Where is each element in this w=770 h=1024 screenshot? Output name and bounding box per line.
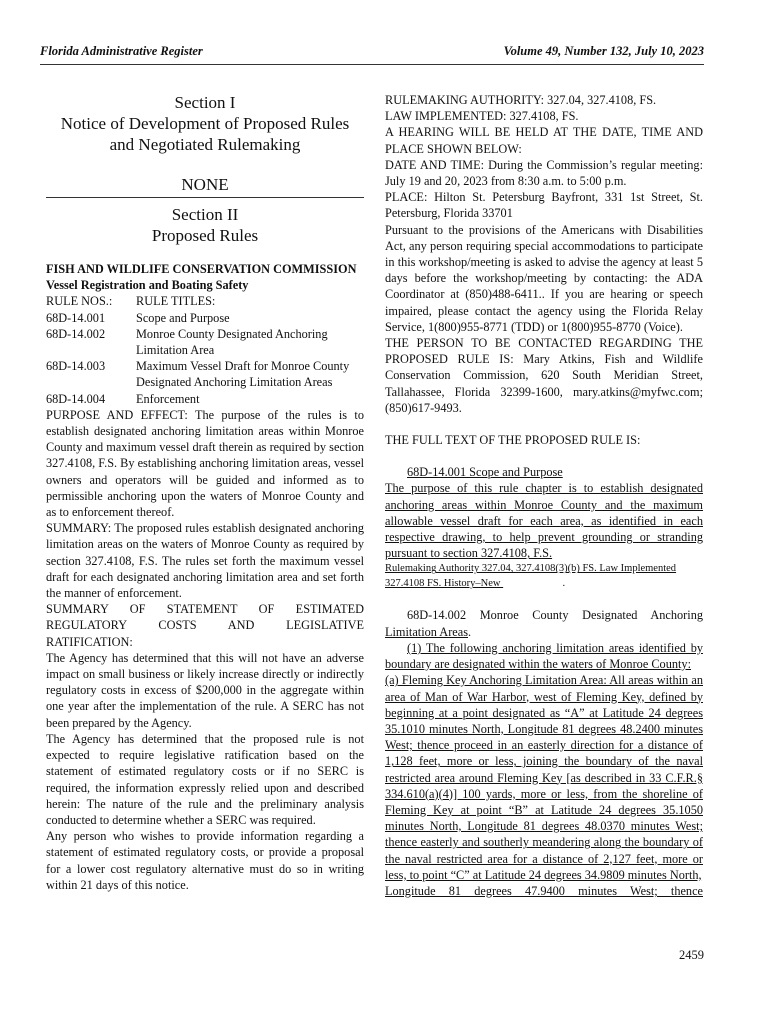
rules-table-header: RULE NOS.: RULE TITLES: <box>46 294 216 309</box>
none-label: NONE <box>181 175 229 194</box>
rule-001-body: The purpose of this rule chapter is to establish designated anchoring areas within Monroe County and the maximum allowable vessel draft for each area, as identified in each respective drawing, to help prevent grounding or stranding pursuant to section 327.4108, F.S. <box>385 481 703 561</box>
running-header-publication: Florida Administrative Register <box>40 44 203 58</box>
division-name: Vessel Registration and Boating Safety <box>46 278 249 293</box>
rule-row: 68D-14.004 Enforcement <box>46 391 200 406</box>
right-column <box>385 92 703 899</box>
rule-002-title-cont: Limitation Areas. <box>385 624 472 639</box>
rule-002-title: 68D-14.002 Monroe County Designated Anchoring <box>407 608 703 623</box>
rule-row: 68D-14.003 Maximum Vessel Draft for Monroe County Designated Anchoring Limitation Areas <box>46 359 350 390</box>
rule-002-last-line: Longitude 81 degrees 47.9400 minutes West; thence <box>385 883 703 898</box>
purpose-and-effect: PURPOSE AND EFFECT: The purpose of the rules is to establish designated anchoring limitation areas within Monroe County and maximum vessel draft therein as required by section 327.4108, F.S. By establishing anchoring limitation areas, vessel owners and operators will be guided and informed as to permissible anchoring upon the waters of Monroe County and as to enforcement thereof. <box>46 407 365 520</box>
agency-determination-ratification: The Agency has determined that the proposed rule is not expected to require legislative ratification based on the statement of estimated regulatory costs or if no SERC is required, the information expressly relied upon and described herein: The nature of the rule and the preliminary analysis conducted to determine whether a SERC was required. <box>46 731 364 827</box>
serc-heading-line-3: RATIFICATION: <box>46 634 133 649</box>
hearing-notice: A HEARING WILL BE HELD AT THE DATE, TIME AND PLACE SHOWN BELOW: <box>385 125 703 156</box>
left-column <box>46 92 364 893</box>
rule-001-authority: Rulemaking Authority 327.04, 327.4108(3)(b) FS. Law Implemented <box>385 563 677 575</box>
hearing-date-time: DATE AND TIME: During the Commission’s regular meeting: July 19 and 20, 2023 from 8:30 a.m. to 5:00 p.m. <box>385 157 703 189</box>
full-text-heading: THE FULL TEXT OF THE PROPOSED RULE IS: <box>385 433 641 448</box>
rule-002-para-1: (1) The following anchoring limitation areas identified by boundary are designated within the waters of Monroe County: <box>385 640 703 672</box>
ada-notice: Pursuant to the provisions of the Americans with Disabilities Act, any person requiring special accommodations to participate in this workshop/meeting is asked to advise the agency at least 5 days before the workshop/meeting by contacting: the ADA Coordinator at (850)488-6411.. If you are hearing or speech impaired, please contact the agency using the Florida Relay Service, 1(800)955-8771 (TDD) or 1(800)955-8770 (Voice). <box>385 222 703 334</box>
hearing-place: PLACE: Hilton St. Petersburg Bayfront, 331 1st Street, St. Petersburg, Florida 33701 <box>385 190 703 221</box>
header-divider <box>40 64 704 65</box>
page-number: 2459 <box>679 948 704 962</box>
serc-heading-line-2: REGULATORY COSTS AND LEGISLATIVE <box>46 618 364 633</box>
rule-row: 68D-14.001 Scope and Purpose <box>46 310 230 325</box>
serc-heading-line-1: SUMMARY OF STATEMENT OF ESTIMATED <box>46 602 364 617</box>
summary: SUMMARY: The proposed rules establish designated anchoring limitation areas on the waters of Monroe County as required by section 327.4108, F.S. The rules set forth the maximum vessel draft for each designated anchoring limitation area and set forth the manner of enforcement. <box>46 521 364 601</box>
contact-person: THE PERSON TO BE CONTACTED REGARDING THE PROPOSED RULE IS: Mary Atkins, Fish and Wildlife Conservation Commission, 620 South Meridian Street, Tallahassee, Florida 32399-1600, mary.atkins@myfwc.com; (850)617-9493. <box>385 336 703 415</box>
section-1-heading: Section I Notice of Development of Proposed Rules and Negotiated Rulemaking <box>60 93 350 154</box>
rules-table <box>46 293 364 406</box>
rule-001-title: 68D-14.001 Scope and Purpose <box>407 465 563 480</box>
agency-determination-small-business: The Agency has determined that this will not have an adverse impact on small business or likely increase directly or indirectly regulatory costs in excess of $200,000 in the aggregate within one year after the implementation of the rule. A SERC has not been prepared by the Agency. <box>46 650 364 730</box>
rule-row: 68D-14.002 Monroe County Designated Anchoring Limitation Area <box>46 326 328 358</box>
section-divider <box>46 197 364 198</box>
agency-name: FISH AND WILDLIFE CONSERVATION COMMISSION <box>46 262 357 276</box>
public-comment-notice: Any person who wishes to provide information regarding a statement of estimated regulatory costs, or provide a proposal for a lower cost regulatory alternative must do so in writing within 21 days of this notice. <box>46 829 364 892</box>
rulemaking-authority: RULEMAKING AUTHORITY: 327.04, 327.4108, FS. <box>385 93 657 107</box>
rule-002-para-a: (a) Fleming Key Anchoring Limitation Area: All areas within an area of Man of War Harbor, west of Fleming Key, defined by beginning at a point designated as “A” at Latitude 24 degrees 35.1010 minutes North, Longitude 81 degrees 48.2400 minutes West; thence proceed in an easterly direction for a distance of 1,128 feet, more or less, joining the boundary of the naval restricted area around Fleming Key [as described in 33 C.F.R.§ 334.610(a)(4)] 100 yards, more or less, from the shoreline of Fleming Key at point “B” at Latitude 24 degrees 35.1050 minutes North, Longitude 81 degrees 48.0370 minutes West; thence easterly and southerly meandering along the boundary of the naval restricted area for a distance of 2,127 feet, more or less, to point “C” at Latitude 24 degrees 34.9809 minutes North, <box>385 673 703 882</box>
rule-001-history: 327.4108 FS. History–New . <box>385 578 566 590</box>
law-implemented: LAW IMPLEMENTED: 327.4108, FS. <box>385 109 579 124</box>
running-header-volume: Volume 49, Number 132, July 10, 2023 <box>503 44 704 58</box>
section-2-heading: Section II Proposed Rules <box>151 205 259 245</box>
